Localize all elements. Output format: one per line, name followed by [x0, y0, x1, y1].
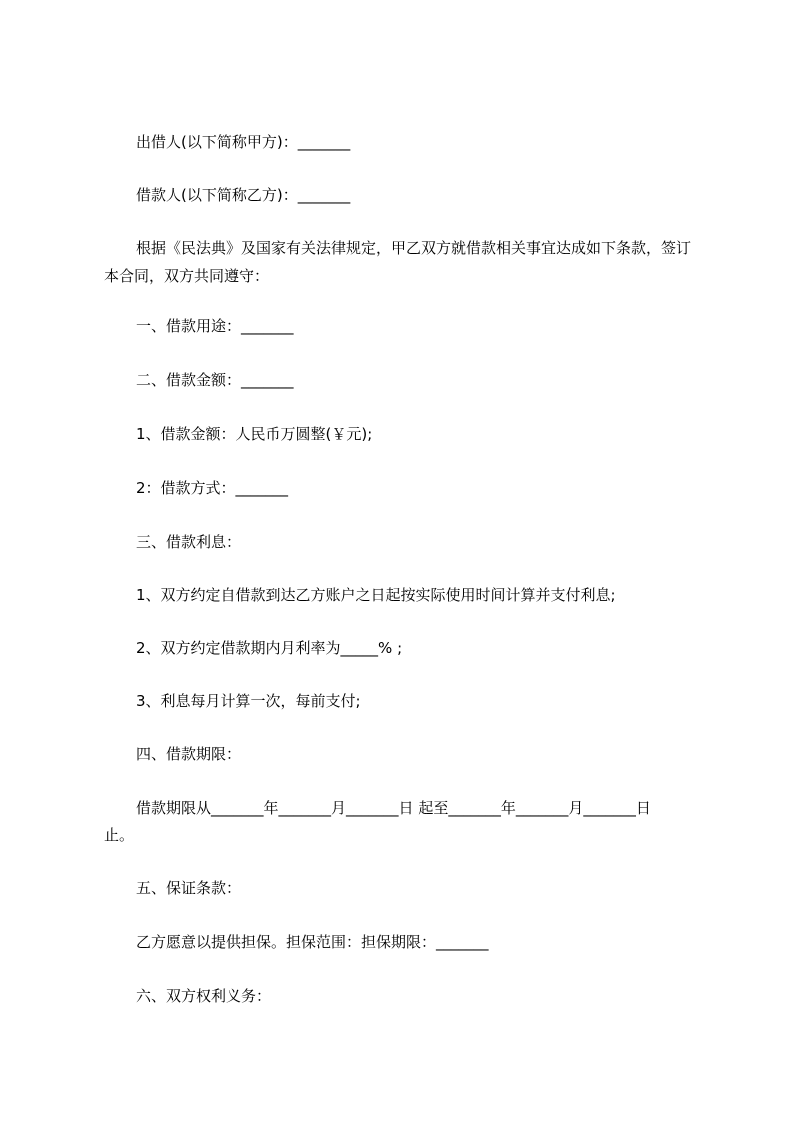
- lender-blank: _______: [297, 133, 351, 151]
- section4-title: 四、借款期限：: [136, 745, 242, 763]
- section5-blank: _______: [436, 933, 489, 951]
- lender-line: [136, 132, 350, 152]
- section2-item2-blank: _______: [235, 479, 289, 497]
- section4-period-end: 止。: [104, 826, 135, 844]
- end-year-label: 年: [500, 799, 516, 817]
- section1-line: [136, 316, 294, 336]
- section3-item2-blank: _____: [340, 639, 379, 657]
- section1-label: 一、借款用途：: [136, 317, 242, 335]
- borrower-blank: _______: [297, 186, 351, 204]
- section3-item2: [136, 638, 402, 658]
- section6-title: 六、双方权利义务：: [136, 987, 272, 1005]
- section1-blank: _______: [241, 317, 294, 335]
- end-day-blank: _______: [583, 799, 636, 817]
- end-day-label: 日: [635, 799, 651, 817]
- start-day-blank: _______: [346, 799, 399, 817]
- section3-item1: 1、双方约定自借款到达乙方账户之日起按实际使用时间计算并支付利息;: [136, 586, 616, 604]
- section5-text-line: [136, 932, 489, 952]
- borrower-label: 借款人(以下简称乙方)：: [136, 186, 298, 204]
- period-from-label: 借款期限从: [136, 799, 212, 817]
- section2-item2-label: 2：借款方式：: [136, 479, 236, 497]
- end-month-label: 月: [568, 799, 584, 817]
- section3-item3: 3、利息每月计算一次，每前支付;: [136, 692, 361, 710]
- year-label: 年: [263, 799, 279, 817]
- section5-title: 五、保证条款：: [136, 879, 242, 897]
- lender-label: 出借人(以下简称甲方)：: [136, 133, 298, 151]
- to-label: 起至: [418, 799, 449, 817]
- start-month-blank: _______: [278, 799, 332, 817]
- month-label: 月: [331, 799, 347, 817]
- section4-period-line: [136, 798, 651, 818]
- section3-title: 三、借款利息：: [136, 533, 242, 551]
- end-month-blank: _______: [515, 799, 569, 817]
- section2-blank: _______: [241, 371, 294, 389]
- preamble-paragraph: 根据《民法典》及国家有关法律规定，甲乙双方就借款相关事宜达成如下条款，签订本合同，双方共同遵守：: [104, 239, 692, 285]
- section3-item2-prefix: 2、双方约定借款期内月利率为: [136, 639, 341, 657]
- section3-item2-suffix: % ;: [378, 639, 403, 657]
- section2-item1: 1、借款金额：人民币万圆整(￥元);: [136, 425, 373, 443]
- section2-item2: [136, 478, 288, 498]
- section5-text: 乙方愿意以提供担保。担保范围：担保期限：: [136, 933, 437, 951]
- section2-title-line: [136, 370, 294, 390]
- borrower-line: [136, 185, 350, 205]
- start-year-blank: _______: [211, 799, 264, 817]
- end-year-blank: _______: [448, 799, 501, 817]
- section2-title: 二、借款金额：: [136, 371, 242, 389]
- day-label: 日: [398, 799, 414, 817]
